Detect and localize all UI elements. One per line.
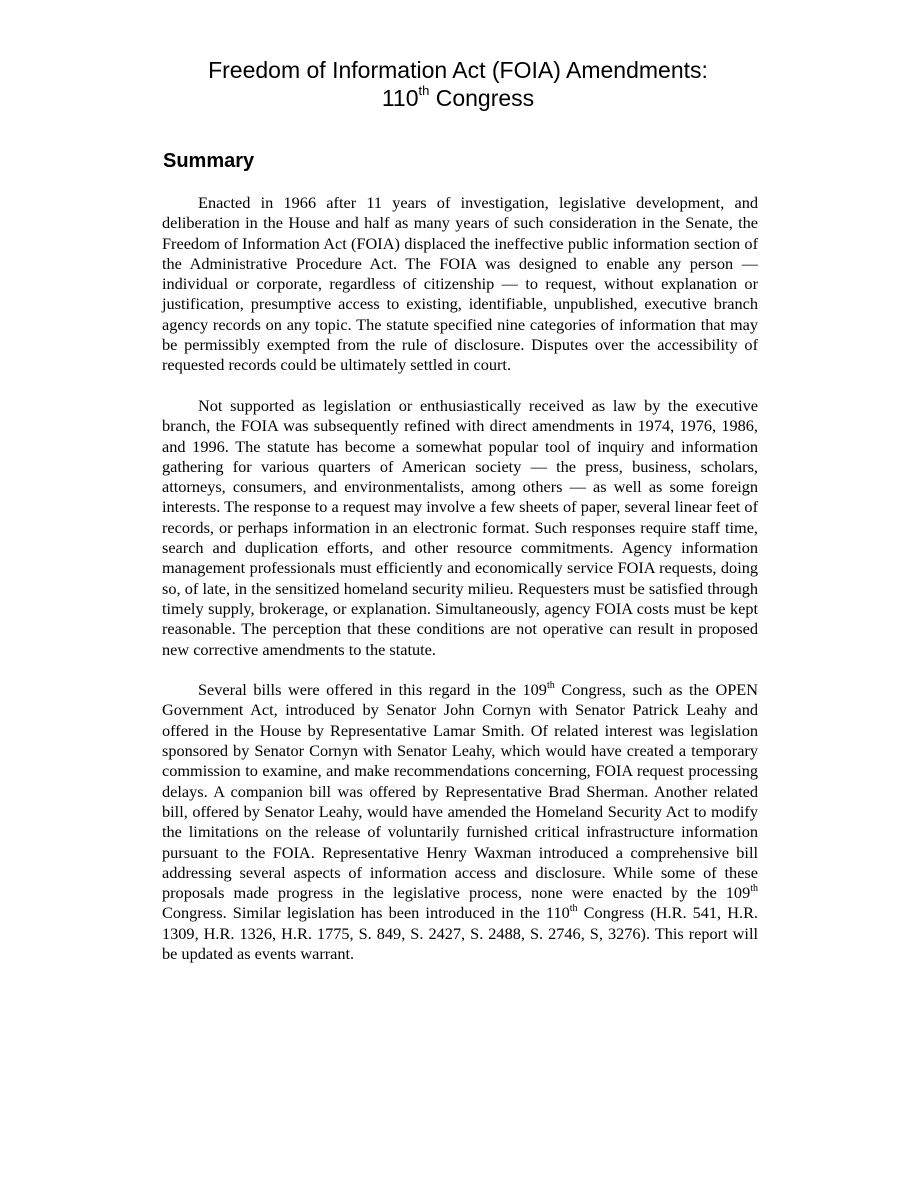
summary-paragraph-2: Not supported as legislation or enthusiastically received as law by the executive branch, the FOIA was subsequently refined with direct amendments in 1974, 1976, 1986, and 1996. The statute has become a somewhat popular tool of inquiry and information gathering for various quarters of American society — the press, business, scholars, attorneys, consumers, and environmentalists, among others — as well as some foreign interests. The response to a request may involve a few sheets of paper, several linear feet of records, or perhaps information in an electronic format. Such responses require staff time, search and duplication efforts, and other resource commitments. Agency information management professionals must efficiently and economically service FOIA requests, doing so, of late, in the sensitized homeland security milieu. Requesters must be satisfied through timely supply, brokerage, or explanation. Simultaneously, agency FOIA costs must be kept reasonable. The perception that these conditions are not operative can result in proposed new corrective amendments to the statute. [162, 395, 758, 659]
document-title [0, 56, 916, 112]
title-congress-word: Congress [429, 85, 535, 111]
paragraph-3-segment-4: Congress (H.R. 541, H.R. 1309, H.R. 1326, H.R. 1775, S. 849, S. 2427, S. 2488, S. 2746, S, 3276). This report will be updated as events warrant. [162, 903, 758, 963]
ordinal-suffix: th [546, 679, 555, 691]
summary-paragraph-3 [162, 680, 758, 964]
paragraph-3-segment-3: Congress. Similar legislation has been introduced in the 110 [162, 903, 570, 923]
summary-heading: Summary [163, 150, 255, 172]
paragraph-3-segment-1: Several bills were offered in this regard in the 109 [198, 680, 547, 700]
title-ordinal-suffix: th [418, 83, 430, 99]
title-congress-number: 110 [381, 85, 419, 111]
title-line-1: Freedom of Information Act (FOIA) Amendments: [208, 57, 708, 83]
title-line-2 [382, 85, 534, 111]
ordinal-suffix: th [569, 902, 578, 914]
summary-paragraph-1: Enacted in 1966 after 11 years of investigation, legislative development, and deliberation in the House and half as many years of such consideration in the Senate, the Freedom of Information Act (FOIA) displaced the ineffective public information section of the Administrative Procedure Act. The FOIA was designed to enable any person — individual or corporate, regardless of citizenship — to request, without explanation or justification, presumptive access to existing, identifiable, unpublished, executive branch agency records on any topic. The statute specified nine categories of information that may be permissibly exempted from the rule of disclosure. Disputes over the accessibility of requested records could be ultimately settled in court. [162, 193, 758, 375]
summary-body [162, 193, 758, 985]
paragraph-3-segment-2: Congress, such as the OPEN Government Act, introduced by Senator John Cornyn with Senator Patrick Leahy and offered in the House by Representative Lamar Smith. Of related interest was legislation sponsored by Senator Cornyn with Senator Leahy, which would have created a temporary commission to examine, and make recommendations concerning, FOIA request processing delays. A companion bill was offered by Representative Brad Sherman. Another related bill, offered by Senator Leahy, would have amended the Homeland Security Act to modify the limitations on the release of voluntarily furnished critical infrastructure information pursuant to the FOIA. Representative Henry Waxman introduced a comprehensive bill addressing several aspects of information access and disclosure. While some of these proposals made progress in the legislative process, none were enacted by the 109 [162, 680, 758, 903]
ordinal-suffix: th [750, 882, 758, 894]
